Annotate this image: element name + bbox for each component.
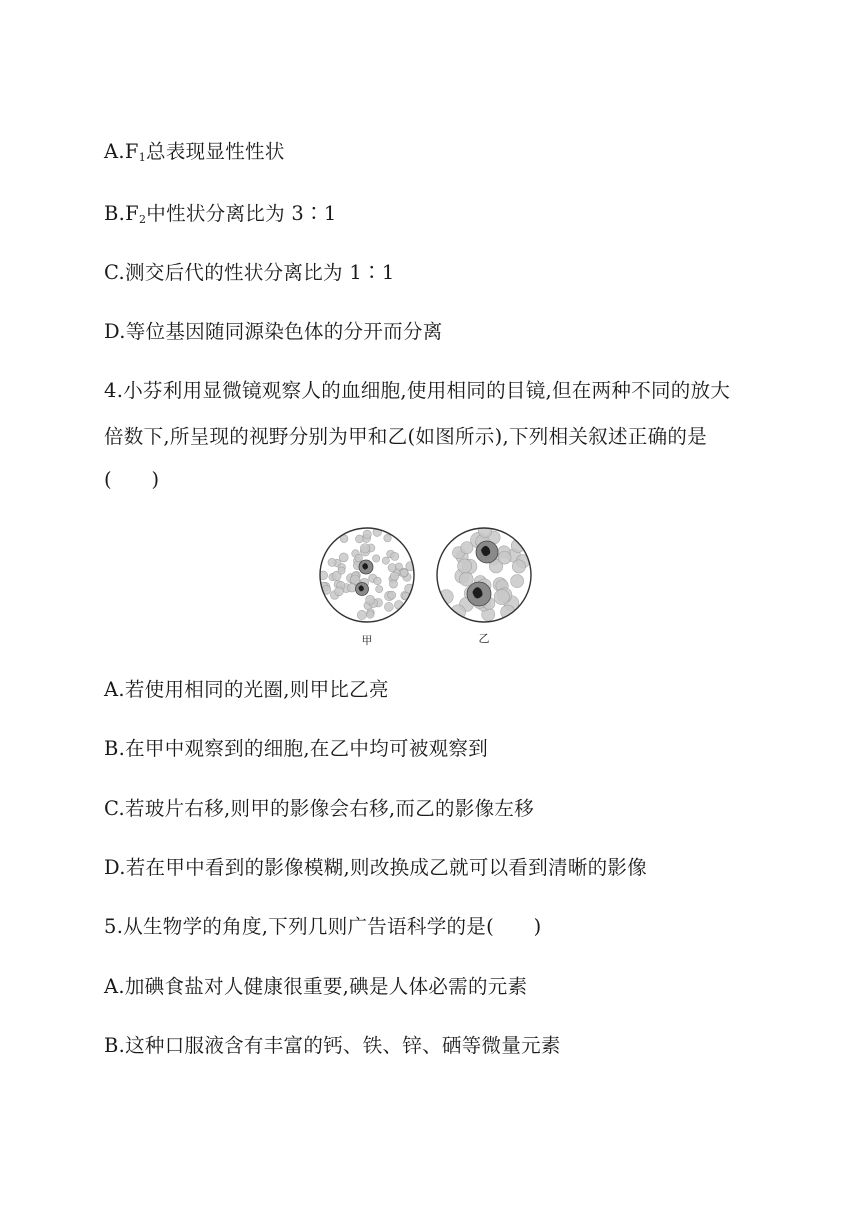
option-4b: B.在甲中观察到的细胞,在乙中均可被观察到: [104, 737, 489, 760]
red-blood-cell: [374, 577, 382, 585]
option-3a: $A.F_1$总表现显性性状: [104, 140, 285, 164]
red-blood-cell: [367, 611, 375, 619]
option-3d: D.等位基因随同源染色体的分开而分离: [104, 320, 443, 343]
red-blood-cell: [512, 560, 525, 573]
red-blood-cell: [388, 564, 396, 572]
option-5a: A.加碘食盐对人健康很重要,碘是人体必需的元素: [104, 975, 528, 998]
question-5-stem: 5.从生物学的角度,下列几则广告语科学的是( ): [104, 915, 542, 938]
red-blood-cell: [400, 569, 408, 577]
option-5b: B.这种口服液含有丰富的钙、铁、锌、硒等微量元素: [104, 1034, 561, 1057]
red-blood-cell: [376, 586, 383, 593]
microscope-figure: [318, 522, 548, 652]
red-blood-cell: [390, 572, 399, 581]
question-4-stem-line2: 倍数下,所呈现的视野分别为甲和乙(如图所示),下列相关叙述正确的是: [104, 425, 708, 448]
option-3b: $B.F_2$中性状分离比为 3∶1: [104, 202, 337, 226]
red-blood-cell: [350, 575, 360, 585]
red-blood-cell: [498, 551, 511, 564]
red-blood-cell: [360, 544, 369, 553]
red-blood-cell: [384, 534, 392, 542]
red-blood-cell: [338, 567, 345, 574]
red-blood-cell: [511, 575, 524, 588]
option-4d: D.若在甲中看到的影像模糊,则改换成乙就可以看到清晰的影像: [104, 856, 648, 879]
question-4-stem-line1: 4.小芬利用显微镜观察人的血细胞,使用相同的目镜,但在两种不同的放大: [104, 379, 731, 402]
figure-label-jia: 甲: [361, 634, 373, 647]
red-blood-cell: [347, 583, 356, 592]
red-blood-cell: [395, 563, 402, 570]
red-blood-cell: [458, 559, 472, 573]
red-blood-cell: [391, 552, 399, 560]
red-blood-cell: [366, 595, 375, 604]
red-blood-cell: [478, 524, 492, 538]
red-blood-cell: [363, 530, 371, 538]
red-blood-cell: [461, 542, 473, 554]
red-blood-cell: [494, 589, 509, 604]
red-blood-cell: [373, 555, 380, 562]
red-blood-cell: [394, 601, 403, 610]
red-blood-cell: [335, 587, 344, 596]
red-blood-cell: [439, 590, 453, 604]
red-blood-cell: [355, 554, 363, 562]
red-blood-cell: [388, 591, 396, 599]
red-blood-cell: [384, 602, 393, 611]
red-blood-cell: [382, 557, 389, 564]
red-blood-cell: [328, 558, 336, 566]
red-blood-cell: [355, 535, 363, 543]
field-high-power: [439, 524, 529, 621]
figure-label-yi: 乙: [478, 632, 490, 645]
option-3c: C.测交后代的性状分离比为 1∶1: [104, 261, 395, 284]
option-4c: C.若玻片右移,则甲的影像会右移,而乙的影像左移: [104, 797, 535, 820]
red-blood-cell: [389, 580, 397, 588]
red-blood-cell: [511, 539, 524, 552]
option-4a: A.若使用相同的光圈,则甲比乙亮: [104, 678, 389, 701]
question-4-stem-line3: ( ): [104, 468, 160, 491]
red-blood-cell: [339, 553, 348, 562]
red-blood-cell: [459, 572, 473, 586]
red-blood-cell: [357, 610, 366, 619]
